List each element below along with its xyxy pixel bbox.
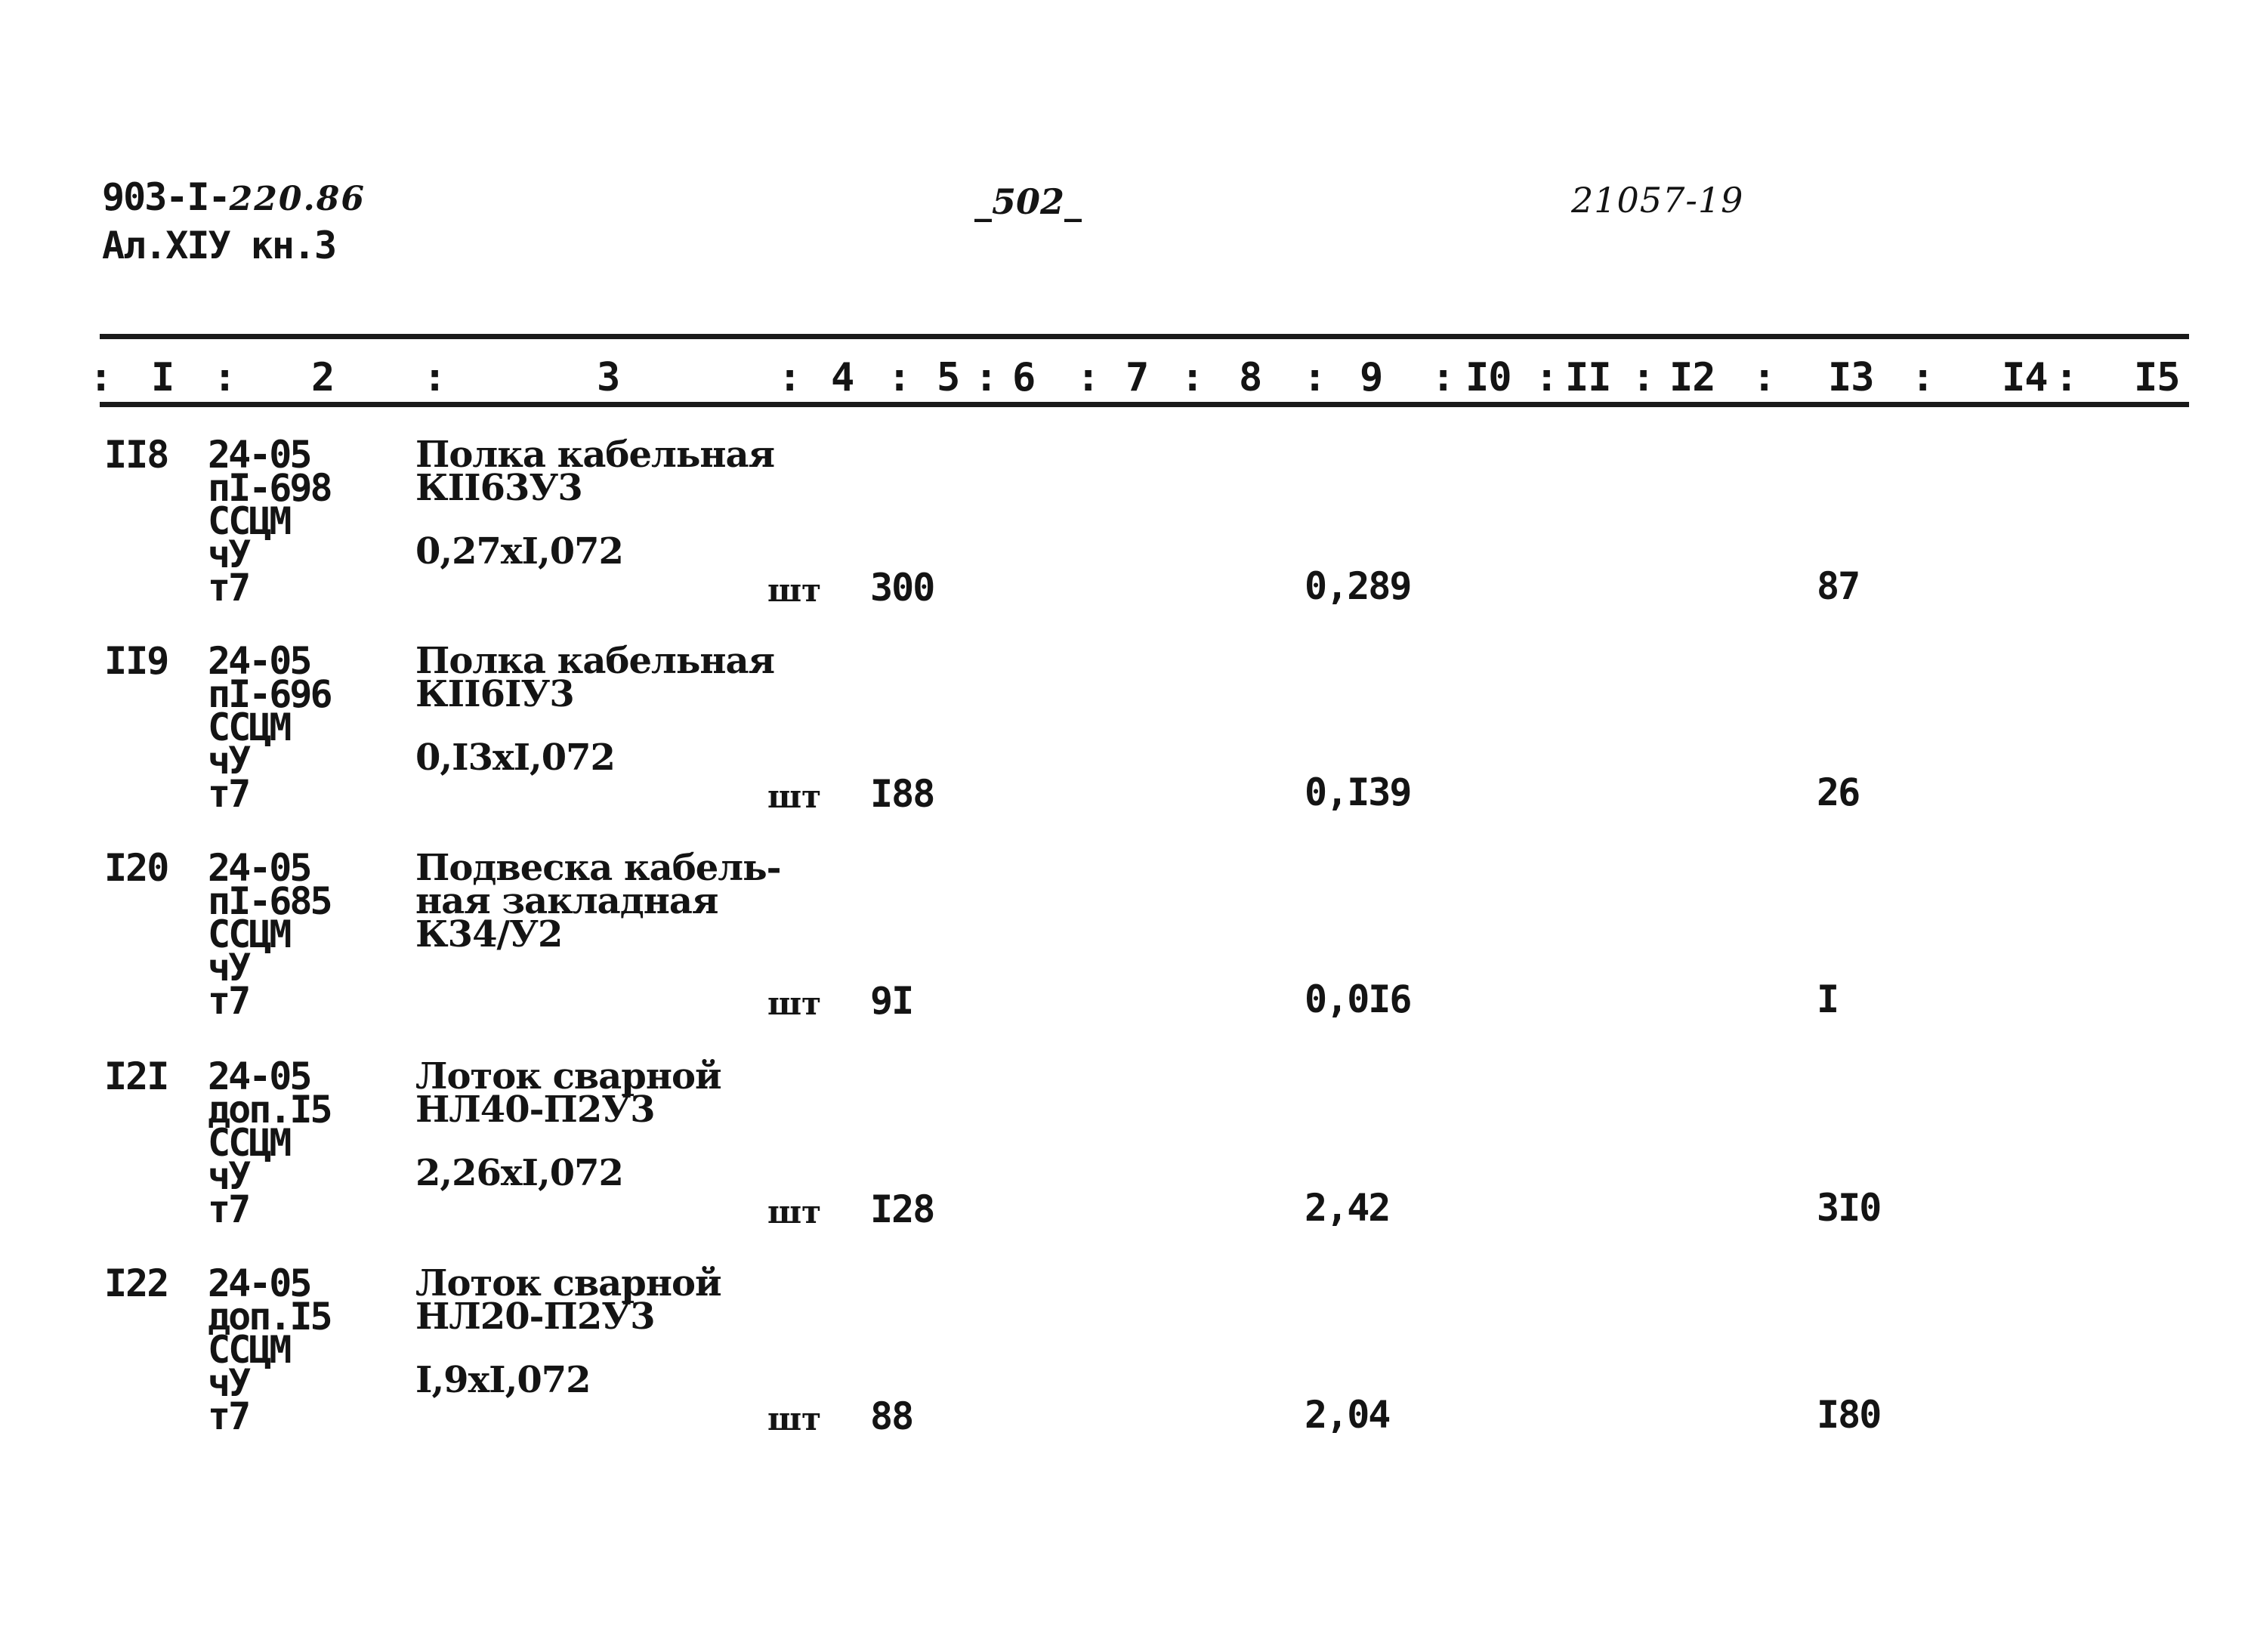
row-quantity: 300	[870, 566, 934, 610]
table-header-rule	[100, 402, 2189, 407]
row-total: 3I0	[1817, 1186, 1881, 1230]
row-code-line: пI-696	[208, 672, 331, 716]
row-number: I20	[104, 846, 168, 890]
column-header: I0	[1465, 355, 1511, 400]
row-code-line: т7	[208, 1187, 249, 1231]
row-code-line: доп.I5	[208, 1295, 331, 1339]
column-header: 9	[1360, 355, 1383, 400]
column-header: I3	[1828, 355, 1874, 400]
row-code-line: 24-05	[208, 433, 310, 477]
row-unit: шт	[767, 1400, 822, 1437]
row-code-line: ССЦМ	[208, 912, 290, 956]
row-total: I80	[1817, 1393, 1881, 1437]
row-dimensions: 0,27хI,072	[415, 530, 623, 573]
row-code-line: чУ	[208, 1154, 249, 1198]
document-code-typed: 903-I-	[102, 175, 230, 219]
row-name-line: Лоток сварной	[415, 1262, 721, 1305]
row-code-line: пI-698	[208, 466, 331, 510]
row-dimensions: 2,26хI,072	[415, 1152, 623, 1194]
row-name-line: Полка кабельная	[415, 640, 775, 682]
row-name-line: ная закладная	[415, 880, 718, 922]
column-separator: :	[1752, 355, 1776, 400]
column-separator: :	[778, 355, 801, 400]
column-separator: :	[974, 355, 998, 400]
column-separator: :	[1632, 355, 1655, 400]
column-separator: :	[1076, 355, 1100, 400]
row-unit: шт	[767, 1193, 822, 1231]
row-code-line: т7	[208, 1394, 249, 1438]
row-number: I2I	[104, 1055, 168, 1098]
row-code-line: ССЦМ	[208, 706, 290, 749]
row-dimensions: 0,I3хI,072	[415, 736, 615, 779]
row-total: 87	[1817, 564, 1860, 608]
row-quantity: I88	[870, 772, 934, 816]
row-name-line: НЛ20-П2У3	[415, 1295, 655, 1338]
row-code-line: т7	[208, 772, 249, 816]
column-separator: :	[1911, 355, 1935, 400]
row-mass: 0,0I6	[1305, 977, 1411, 1021]
column-header: 3	[597, 355, 620, 400]
row-name-line: КII63У3	[415, 467, 582, 509]
row-code-line: т7	[208, 979, 249, 1023]
row-total: 26	[1817, 770, 1860, 814]
column-separator: :	[89, 355, 113, 400]
row-code-line: 24-05	[208, 846, 310, 890]
row-mass: 2,42	[1305, 1186, 1390, 1230]
row-mass: 0,I39	[1305, 770, 1411, 814]
row-name-line: КII6IУ3	[415, 673, 574, 715]
row-number: I22	[104, 1261, 168, 1305]
row-code-line: 24-05	[208, 1261, 310, 1305]
row-code-line: 24-05	[208, 639, 310, 683]
column-header: 7	[1126, 355, 1149, 400]
column-separator: :	[1535, 355, 1558, 400]
page-number: _502_	[974, 181, 1082, 222]
row-code-line: чУ	[208, 1361, 249, 1405]
row-number: II9	[104, 639, 168, 683]
row-unit: шт	[767, 572, 822, 609]
row-mass: 2,04	[1305, 1393, 1390, 1437]
column-header: 5	[937, 355, 960, 400]
row-number: II8	[104, 433, 168, 477]
column-header: I2	[1669, 355, 1715, 400]
column-separator: :	[2055, 355, 2078, 400]
row-code-line: ССЦМ	[208, 499, 290, 543]
column-header: I	[151, 355, 174, 400]
row-code-line: пI-685	[208, 879, 331, 923]
row-code-line: 24-05	[208, 1055, 310, 1098]
row-code-line: т7	[208, 566, 249, 610]
row-code-line: чУ	[208, 739, 249, 783]
row-dimensions: I,9хI,072	[415, 1359, 591, 1401]
row-quantity: I28	[870, 1187, 934, 1231]
column-header: 6	[1012, 355, 1036, 400]
column-header: I4	[2002, 355, 2048, 400]
row-name-line: НЛ40-П2У3	[415, 1088, 655, 1131]
row-mass: 0,289	[1305, 564, 1411, 608]
column-header: 4	[831, 355, 854, 400]
row-quantity: 9I	[870, 979, 913, 1023]
row-total: I	[1817, 977, 1839, 1021]
row-name-line: Лоток сварной	[415, 1055, 721, 1098]
row-code-line: ССЦМ	[208, 1121, 290, 1165]
column-header: II	[1565, 355, 1611, 400]
album-label: Ал.XIУ кн.3	[102, 224, 336, 267]
column-separator: :	[888, 355, 911, 400]
column-separator: :	[1181, 355, 1204, 400]
column-separator: :	[1303, 355, 1326, 400]
row-quantity: 88	[870, 1394, 913, 1438]
row-name-line: Полка кабельная	[415, 434, 775, 476]
column-separator: :	[1431, 355, 1455, 400]
column-header: 2	[311, 355, 335, 400]
document-code	[102, 175, 366, 219]
row-code-line: чУ	[208, 946, 249, 990]
column-separator: :	[213, 355, 236, 400]
row-unit: шт	[767, 985, 822, 1022]
column-header: I5	[2134, 355, 2180, 400]
order-number: 21057-19	[1571, 180, 1744, 221]
document-code-handwritten: 220.86	[229, 180, 366, 218]
table-top-rule	[100, 334, 2189, 339]
row-code-line: доп.I5	[208, 1088, 331, 1132]
column-separator: :	[423, 355, 446, 400]
row-code-line: ССЦМ	[208, 1328, 290, 1372]
row-name-line: К34/У2	[415, 913, 563, 956]
row-code-line: чУ	[208, 533, 249, 576]
column-header: 8	[1239, 355, 1262, 400]
row-name-line: Подвеска кабель-	[415, 847, 781, 889]
row-unit: шт	[767, 778, 822, 815]
